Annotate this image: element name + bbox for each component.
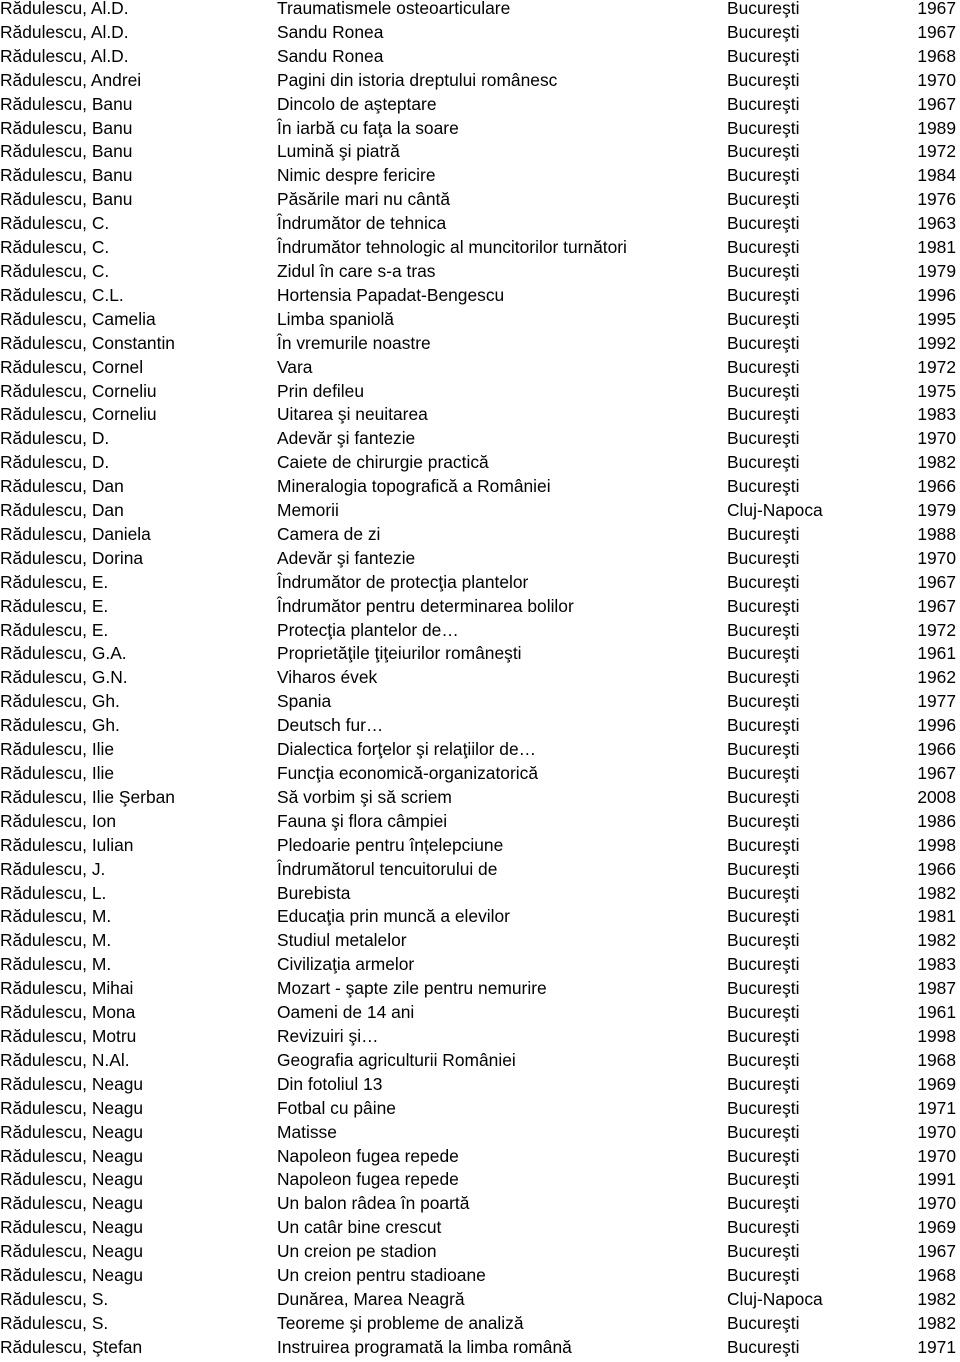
author-name: Rădulescu, Neagu	[0, 1217, 144, 1238]
list-item	[0, 953, 960, 977]
publication-city: Bucureşti	[727, 547, 800, 568]
list-item	[0, 1025, 960, 1049]
publication-year: 1966	[917, 476, 956, 497]
publication-year: 1989	[917, 117, 956, 138]
publication-city: Bucureşti	[727, 1169, 800, 1190]
list-item	[0, 810, 960, 834]
publication-year: 1982	[917, 1312, 956, 1333]
publication-year: 1988	[917, 523, 956, 544]
publication-year: 1983	[917, 954, 956, 975]
list-item	[0, 714, 960, 738]
publication-year: 1970	[917, 69, 956, 90]
publication-city: Bucureşti	[727, 930, 800, 951]
publication-city: Bucureşti	[727, 45, 800, 66]
list-item	[0, 619, 960, 643]
book-title: Sandu Ronea	[277, 21, 384, 42]
author-name: Rădulescu, Cornel	[0, 356, 144, 377]
book-title: Geografia agriculturii României	[277, 1049, 516, 1070]
author-name: Rădulescu, Al.D.	[0, 0, 129, 18]
publication-year: 1969	[917, 1217, 956, 1238]
list-item	[0, 21, 960, 45]
book-title: Pledoarie pentru înțelepciune	[277, 834, 504, 855]
list-item	[0, 45, 960, 69]
list-item	[0, 0, 960, 21]
publication-city: Bucureşti	[727, 1145, 800, 1166]
publication-year: 1995	[917, 308, 956, 329]
publication-city: Bucureşti	[727, 1193, 800, 1214]
list-item	[0, 1097, 960, 1121]
publication-year: 1976	[917, 189, 956, 210]
author-name: Rădulescu, Dan	[0, 500, 124, 521]
author-name: Rădulescu, Banu	[0, 117, 133, 138]
book-title: Adevăr şi fantezie	[277, 428, 416, 449]
publication-city: Bucureşti	[727, 117, 800, 138]
publication-year: 1961	[917, 643, 956, 664]
publication-city: Bucureşti	[727, 1049, 800, 1070]
author-name: Rădulescu, Neagu	[0, 1121, 144, 1142]
publication-year: 1982	[917, 882, 956, 903]
publication-city: Bucureşti	[727, 237, 800, 258]
book-title: Studiul metalelor	[277, 930, 407, 951]
publication-city: Bucureşti	[727, 571, 800, 592]
publication-year: 1977	[917, 691, 956, 712]
author-name: Rădulescu, Corneliu	[0, 404, 157, 425]
publication-city: Bucureşti	[727, 954, 800, 975]
publication-city: Bucureşti	[727, 810, 800, 831]
publication-city: Bucureşti	[727, 715, 800, 736]
publication-year: 1975	[917, 380, 956, 401]
book-title: Instruirea programată la limba română	[277, 1336, 572, 1357]
publication-year: 1984	[917, 165, 956, 186]
publication-year: 1992	[917, 332, 956, 353]
publication-city: Bucureşti	[727, 906, 800, 927]
author-name: Rădulescu, M.	[0, 906, 112, 927]
publication-city: Bucureşti	[727, 476, 800, 497]
author-name: Rădulescu, S.	[0, 1312, 109, 1333]
list-item	[0, 882, 960, 906]
publication-city: Bucureşti	[727, 0, 800, 18]
author-name: Rădulescu, L.	[0, 882, 107, 903]
publication-year: 1970	[917, 1193, 956, 1214]
book-title: Lumină şi piatră	[277, 141, 400, 162]
publication-year: 1970	[917, 1121, 956, 1142]
author-name: Rădulescu, Neagu	[0, 1241, 144, 1262]
book-title: Prin defileu	[277, 380, 365, 401]
book-title: Protecţia plantelor de…	[277, 619, 459, 640]
author-name: Rădulescu, Ion	[0, 810, 117, 831]
publication-year: 1972	[917, 356, 956, 377]
author-name: Rădulescu, Gh.	[0, 715, 120, 736]
publication-city: Bucureşti	[727, 141, 800, 162]
author-name: Rădulescu, E.	[0, 571, 109, 592]
author-name: Rădulescu, Banu	[0, 189, 133, 210]
book-title: Dincolo de aşteptare	[277, 93, 437, 114]
publication-city: Bucureşti	[727, 595, 800, 616]
book-title: Mozart - şapte zile pentru nemurire	[277, 978, 547, 999]
author-name: Rădulescu, Neagu	[0, 1097, 144, 1118]
author-name: Rădulescu, E.	[0, 619, 109, 640]
author-name: Rădulescu, Mihai	[0, 978, 134, 999]
publication-city: Bucureşti	[727, 332, 800, 353]
list-item	[0, 786, 960, 810]
book-title: Viharos évek	[277, 667, 378, 688]
publication-year: 1968	[917, 1265, 956, 1286]
publication-year: 1981	[917, 237, 956, 258]
author-name: Rădulescu, M.	[0, 930, 112, 951]
list-item	[0, 1145, 960, 1169]
publication-year: 1971	[917, 1097, 956, 1118]
author-name: Rădulescu, Gh.	[0, 691, 120, 712]
author-name: Rădulescu, Daniela	[0, 523, 151, 544]
list-item	[0, 1240, 960, 1264]
list-item	[0, 236, 960, 260]
publication-year: 1987	[917, 978, 956, 999]
book-title: Traumatismele osteoarticulare	[277, 0, 511, 18]
list-item	[0, 905, 960, 929]
publication-city: Bucureşti	[727, 356, 800, 377]
book-title: Deutsch fur…	[277, 715, 384, 736]
publication-year: 1968	[917, 45, 956, 66]
publication-city: Bucureşti	[727, 1265, 800, 1286]
author-name: Rădulescu, Ilie	[0, 763, 115, 783]
publication-city: Bucureşti	[727, 523, 800, 544]
publication-city: Bucureşti	[727, 1073, 800, 1094]
list-item	[0, 403, 960, 427]
publication-year: 1971	[917, 1336, 956, 1357]
list-item	[0, 1336, 960, 1360]
publication-year: 1966	[917, 739, 956, 760]
book-title: Proprietăţile ţiţeiurilor româneşti	[277, 643, 522, 664]
book-title: Dialectica forţelor şi relaţiilor de…	[277, 739, 537, 760]
book-title: Caiete de chirurgie practică	[277, 452, 489, 473]
publication-year: 2008	[917, 786, 956, 807]
publication-city: Bucureşti	[727, 1336, 800, 1357]
publication-city: Bucureşti	[727, 786, 800, 807]
publication-year: 1967	[917, 21, 956, 42]
book-title: Îndrumătorul tencuitorului de	[277, 858, 498, 879]
list-item	[0, 571, 960, 595]
publication-year: 1982	[917, 452, 956, 473]
author-name: Rădulescu, Banu	[0, 141, 133, 162]
list-item	[0, 666, 960, 690]
book-title: Memorii	[277, 500, 339, 521]
publication-city: Bucureşti	[727, 1312, 800, 1333]
list-item	[0, 260, 960, 284]
author-name: Rădulescu, Banu	[0, 93, 133, 114]
author-name: Rădulescu, Iulian	[0, 834, 134, 855]
publication-year: 1961	[917, 1002, 956, 1023]
author-name: Rădulescu, Ilie Şerban	[0, 786, 175, 807]
publication-year: 1979	[917, 500, 956, 521]
publication-city: Bucureşti	[727, 882, 800, 903]
list-item	[0, 977, 960, 1001]
publication-year: 1996	[917, 284, 956, 305]
book-title: Limba spaniolă	[277, 308, 394, 329]
list-item	[0, 1049, 960, 1073]
author-name: Rădulescu, Al.D.	[0, 45, 129, 66]
book-title: Dunărea, Marea Neagră	[277, 1288, 465, 1309]
list-item	[0, 451, 960, 475]
list-item	[0, 164, 960, 188]
book-title: Uitarea şi neuitarea	[277, 404, 428, 425]
publication-city: Bucureşti	[727, 691, 800, 712]
publication-year: 1969	[917, 1073, 956, 1094]
list-item	[0, 308, 960, 332]
author-name: Rădulescu, M.	[0, 954, 112, 975]
publication-year: 1967	[917, 1241, 956, 1262]
author-name: Rădulescu, C.L.	[0, 284, 124, 305]
publication-city: Bucureşti	[727, 667, 800, 688]
publication-city: Bucureşti	[727, 260, 800, 281]
book-title: Îndrumător pentru determinarea bolilor	[277, 595, 574, 616]
publication-city: Bucureşti	[727, 978, 800, 999]
publication-city: Bucureşti	[727, 1241, 800, 1262]
list-item	[0, 642, 960, 666]
author-name: Rădulescu, C.	[0, 213, 110, 234]
list-item	[0, 1121, 960, 1145]
author-name: Rădulescu, C.	[0, 237, 110, 258]
book-title: Fauna şi flora câmpiei	[277, 810, 448, 831]
publication-year: 1967	[917, 0, 956, 18]
book-title: Îndrumător de tehnica	[277, 213, 447, 234]
book-title: Educaţia prin muncă a elevilor	[277, 906, 510, 927]
publication-year: 1983	[917, 404, 956, 425]
publication-year: 1970	[917, 428, 956, 449]
author-name: Rădulescu, Neagu	[0, 1169, 144, 1190]
publication-city: Bucureşti	[727, 619, 800, 640]
book-title: Hortensia Papadat-Bengescu	[277, 284, 505, 305]
author-name: Rădulescu, Andrei	[0, 69, 142, 90]
list-item	[0, 690, 960, 714]
book-title: Revizuiri şi…	[277, 1025, 379, 1046]
publication-city: Bucureşti	[727, 763, 800, 783]
author-name: Rădulescu, Ştefan	[0, 1336, 143, 1357]
author-name: Rădulescu, Mona	[0, 1002, 136, 1023]
publication-year: 1968	[917, 1049, 956, 1070]
book-title: Funcţia economică-organizatorică	[277, 763, 538, 783]
author-name: Rădulescu, Al.D.	[0, 21, 129, 42]
publication-year: 1979	[917, 260, 956, 281]
book-title: În vremurile noastre	[277, 332, 431, 353]
list-item	[0, 356, 960, 380]
author-name: Rădulescu, Neagu	[0, 1265, 144, 1286]
book-title: Un creion pe stadion	[277, 1241, 437, 1262]
list-item	[0, 1168, 960, 1192]
publication-year: 1963	[917, 213, 956, 234]
book-title: Civilizaţia armelor	[277, 954, 415, 975]
list-item	[0, 212, 960, 236]
list-item	[0, 595, 960, 619]
book-title: În iarbă cu faţa la soare	[277, 117, 459, 138]
list-item	[0, 69, 960, 93]
publication-city: Bucureşti	[727, 21, 800, 42]
publication-city: Bucureşti	[727, 1025, 800, 1046]
list-item	[0, 332, 960, 356]
publication-city: Bucureşti	[727, 189, 800, 210]
author-name: Rădulescu, Neagu	[0, 1145, 144, 1166]
author-name: Rădulescu, Neagu	[0, 1193, 144, 1214]
publication-city: Bucureşti	[727, 643, 800, 664]
publication-city: Bucureşti	[727, 834, 800, 855]
book-title: Teoreme şi probleme de analiză	[277, 1312, 524, 1333]
book-title: Oameni de 14 ani	[277, 1002, 415, 1023]
book-title: Din fotoliul 13	[277, 1073, 383, 1094]
book-title: Sandu Ronea	[277, 45, 384, 66]
book-title: Să vorbim şi să scriem	[277, 786, 452, 807]
book-title: Fotbal cu pâine	[277, 1097, 396, 1118]
list-item	[0, 547, 960, 571]
publication-year: 1981	[917, 906, 956, 927]
publication-city: Cluj-Napoca	[727, 1288, 823, 1309]
list-item	[0, 1312, 960, 1336]
list-item	[0, 380, 960, 404]
publication-year: 1970	[917, 547, 956, 568]
book-title: Burebista	[277, 882, 351, 903]
publication-city: Bucureşti	[727, 284, 800, 305]
publication-city: Bucureşti	[727, 69, 800, 90]
author-name: Rădulescu, Dan	[0, 476, 124, 497]
author-name: Rădulescu, Camelia	[0, 308, 156, 329]
book-title: Vara	[277, 356, 313, 377]
publication-year: 1967	[917, 93, 956, 114]
publication-city: Bucureşti	[727, 93, 800, 114]
author-name: Rădulescu, Motru	[0, 1025, 137, 1046]
book-title: Napoleon fugea repede	[277, 1145, 459, 1166]
publication-year: 1991	[917, 1169, 956, 1190]
list-item	[0, 117, 960, 141]
author-name: Rădulescu, Ilie	[0, 739, 115, 760]
publication-year: 1962	[917, 667, 956, 688]
publication-city: Bucureşti	[727, 739, 800, 760]
book-title: Pagini din istoria dreptului românesc	[277, 69, 558, 90]
author-name: Rădulescu, Corneliu	[0, 380, 157, 401]
publication-year: 1972	[917, 141, 956, 162]
list-item	[0, 140, 960, 164]
list-item	[0, 1001, 960, 1025]
list-item	[0, 1288, 960, 1312]
book-title: Nimic despre fericire	[277, 165, 436, 186]
publication-year: 1967	[917, 595, 956, 616]
book-title: Mineralogia topografică a României	[277, 476, 551, 497]
publication-year: 1998	[917, 1025, 956, 1046]
publication-year: 1967	[917, 763, 956, 783]
list-item	[0, 762, 960, 786]
author-name: Rădulescu, Neagu	[0, 1073, 144, 1094]
publication-city: Bucureşti	[727, 308, 800, 329]
book-title: Un catâr bine crescut	[277, 1217, 442, 1238]
publication-city: Bucureşti	[727, 380, 800, 401]
publication-city: Bucureşti	[727, 165, 800, 186]
publication-year: 1970	[917, 1145, 956, 1166]
publication-year: 1996	[917, 715, 956, 736]
publication-year: 1967	[917, 571, 956, 592]
book-title: Spania	[277, 691, 332, 712]
book-title: Matisse	[277, 1121, 337, 1142]
list-item	[0, 1216, 960, 1240]
list-item	[0, 188, 960, 212]
list-item	[0, 858, 960, 882]
book-title: Napoleon fugea repede	[277, 1169, 459, 1190]
book-title: Zidul în care s-a tras	[277, 260, 436, 281]
list-item	[0, 1264, 960, 1288]
publication-city: Bucureşti	[727, 858, 800, 879]
publication-city: Bucureşti	[727, 1097, 800, 1118]
publication-year: 1986	[917, 810, 956, 831]
publication-city: Bucureşti	[727, 1002, 800, 1023]
publication-year: 1998	[917, 834, 956, 855]
author-name: Rădulescu, J.	[0, 858, 106, 879]
list-item	[0, 499, 960, 523]
book-title: Camera de zi	[277, 523, 381, 544]
publication-city: Bucureşti	[727, 213, 800, 234]
publication-year: 1966	[917, 858, 956, 879]
list-item	[0, 284, 960, 308]
publication-year: 1982	[917, 930, 956, 951]
publication-city: Bucureşti	[727, 1217, 800, 1238]
publication-city: Bucureşti	[727, 1121, 800, 1142]
list-item	[0, 523, 960, 547]
author-name: Rădulescu, N.Al.	[0, 1049, 130, 1070]
list-item	[0, 738, 960, 762]
author-name: Rădulescu, D.	[0, 452, 110, 473]
publication-city: Bucureşti	[727, 404, 800, 425]
author-name: Rădulescu, Constantin	[0, 332, 175, 353]
list-item	[0, 834, 960, 858]
author-name: Rădulescu, G.N.	[0, 667, 128, 688]
author-name: Rădulescu, S.	[0, 1288, 109, 1309]
list-item	[0, 93, 960, 117]
book-title: Îndrumător de protecţia plantelor	[277, 571, 529, 592]
publication-city: Cluj-Napoca	[727, 500, 823, 521]
list-item	[0, 1073, 960, 1097]
book-title: Îndrumător tehnologic al muncitorilor turnători	[277, 237, 627, 258]
author-name: Rădulescu, E.	[0, 595, 109, 616]
publication-city: Bucureşti	[727, 428, 800, 449]
author-name: Rădulescu, Banu	[0, 165, 133, 186]
list-item	[0, 1192, 960, 1216]
book-title: Adevăr şi fantezie	[277, 547, 416, 568]
list-item	[0, 427, 960, 451]
book-title: Păsările mari nu cântă	[277, 189, 451, 210]
author-name: Rădulescu, C.	[0, 260, 110, 281]
publication-city: Bucureşti	[727, 452, 800, 473]
author-name: Rădulescu, D.	[0, 428, 110, 449]
list-item	[0, 475, 960, 499]
list-item	[0, 929, 960, 953]
author-name: Rădulescu, Dorina	[0, 547, 144, 568]
author-name: Rădulescu, G.A.	[0, 643, 127, 664]
book-title: Un balon râdea în poartă	[277, 1193, 470, 1214]
publication-year: 1982	[917, 1288, 956, 1309]
book-title: Un creion pentru stadioane	[277, 1265, 486, 1286]
publication-year: 1972	[917, 619, 956, 640]
